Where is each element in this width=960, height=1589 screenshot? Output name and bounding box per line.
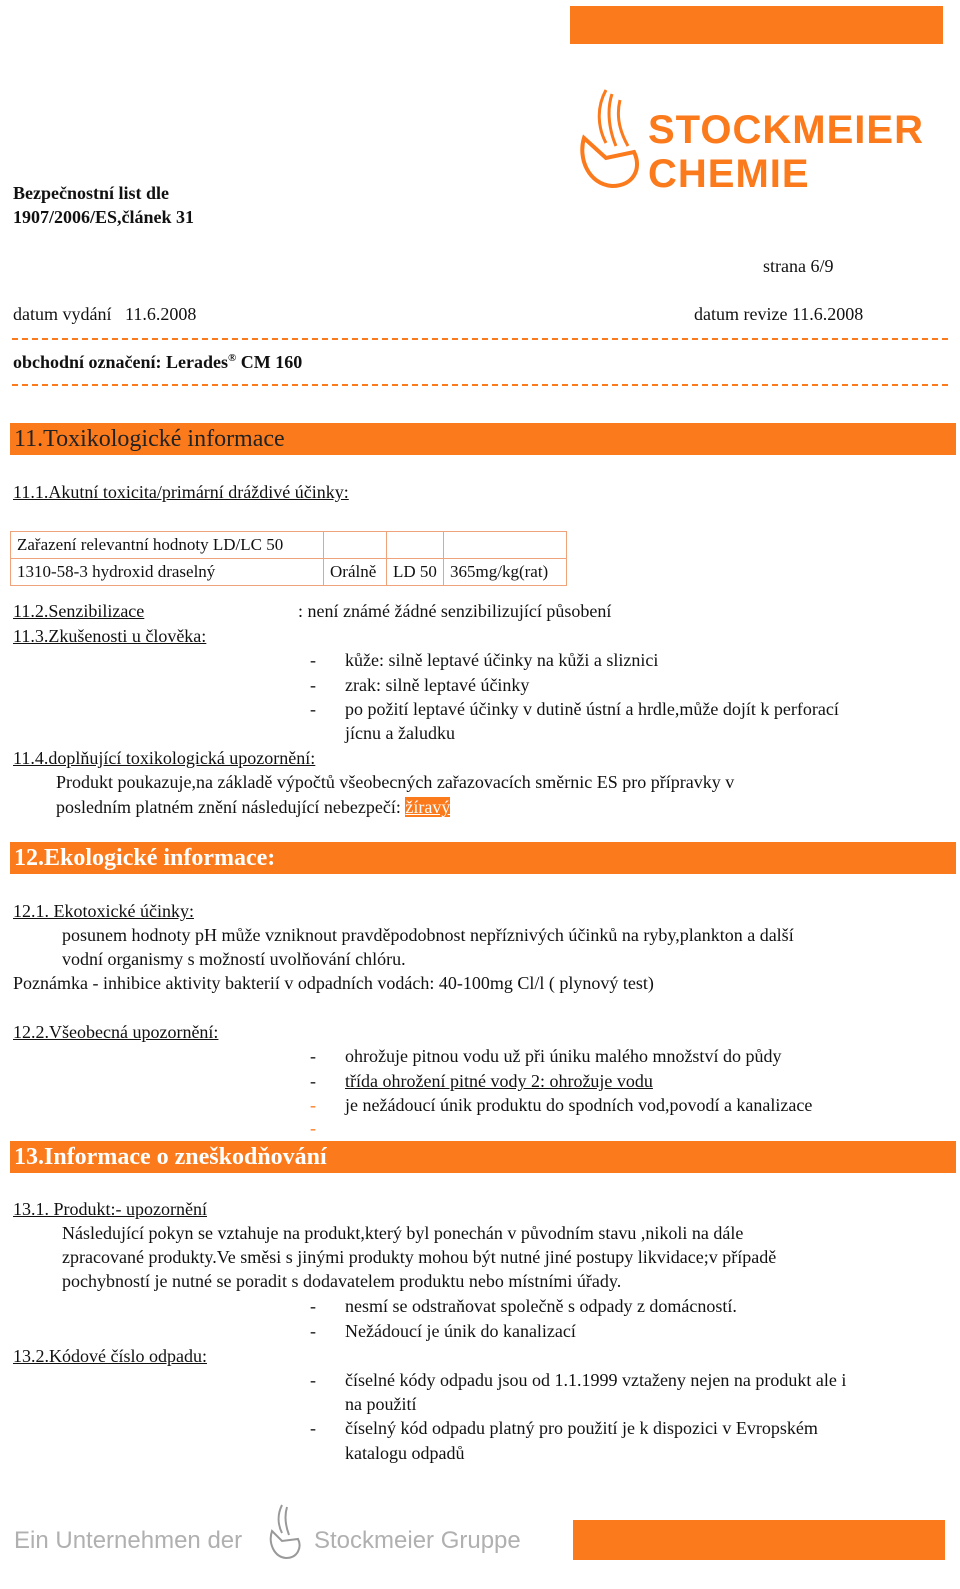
table-cell [324,532,387,559]
list-bullet: - [310,1095,316,1115]
page-number: strana 6/9 [763,256,834,276]
section-12-title: 12.Ekologické informace: [14,845,276,871]
table-cell [444,532,567,559]
table-row [11,532,567,559]
list-item-continued: na použití [345,1394,417,1414]
logo-text-line2: CHEMIE [648,152,810,196]
section-13-1-text2: zpracované produkty.Ve směsi s jinými produkty mohou být nutné jiné postupy likvidace;v případě [62,1247,777,1267]
table-cell: LD 50 [387,559,444,586]
hand-logo-icon [268,1503,304,1561]
revision-date: datum revize 11.6.2008 [694,304,864,324]
list-bullet: - [310,1370,316,1390]
table-cell: Orálně [324,559,387,586]
list-item: třída ohrožení pitné vody 2: ohrožuje vodu [345,1071,653,1091]
table-row [11,559,567,586]
section-13-2-title: 13.2.Kódové číslo odpadu: [13,1346,207,1366]
top-accent-bar [570,6,943,44]
list-bullet: - [310,1418,316,1438]
list-item-continued: katalogu odpadů [345,1443,465,1463]
trade-name [13,352,302,373]
section-12-header [10,842,956,874]
list-bullet: - [310,1071,316,1091]
section-13-1-title: 13.1. Produkt:- upozornění [13,1199,207,1219]
list-bullet: - [310,1046,316,1066]
list-item: nesmí se odstraňovat společně s odpady z domácností. [345,1296,737,1316]
list-bullet: - [310,1118,316,1138]
section-12-1-text1: posunem hodnoty pH může vzniknout pravděpodobnost nepříznivých účinků na ryby,plankton a další [62,925,794,945]
footer-accent-bar [573,1520,945,1560]
divider-top [12,338,948,340]
section-11-header [10,423,956,455]
list-bullet: - [310,650,316,670]
section-12-2-title: 12.2.Všeobecná upozornění: [13,1022,219,1042]
list-item: ohrožuje pitnou vodu už při úniku malého množství do půdy [345,1046,782,1066]
flame-hand-logo-icon [576,88,646,192]
section-12-1-title: 12.1. Ekotoxické účinky: [13,901,194,921]
footer-left-text: Ein Unternehmen der [14,1527,243,1554]
list-bullet: - [310,675,316,695]
table-cell [387,532,444,559]
toxicity-table [10,531,567,586]
list-item: Nežádoucí je únik do kanalizací [345,1321,576,1341]
section-12-note: Poznámka - inhibice aktivity bakterií v odpadních vodách: 40-100mg Cl/l ( plynový test) [13,973,654,993]
list-item: číselný kód odpadu platný pro použití je k dispozici v Evropském [345,1418,818,1438]
table-cell: 365mg/kg(rat) [444,559,567,586]
divider-bottom [12,384,948,386]
trade-name-model: CM 160 [236,352,303,372]
section-11-4-title: 11.4.doplňující toxikologická upozornění: [13,748,316,768]
list-bullet: - [310,699,316,719]
section-13-header [10,1141,956,1173]
section-13-title: 13.Informace o zneškodňování [14,1144,327,1170]
list-item: po požití leptavé účinky v dutině ústní a hrdle,může dojít k perforací [345,699,839,719]
list-item: kůže: silně leptavé účinky na kůži a sliznici [345,650,659,670]
logo-text-line1: STOCKMEIER [648,108,924,152]
company-logo [576,88,946,198]
list-item: zrak: silně leptavé účinky [345,675,530,695]
section-11-1-title: 11.1.Akutní toxicita/primární dráždivé účinky: [13,482,349,502]
section-11-4-text2 [56,797,450,818]
section-11-2-title: 11.2.Senzibilizace [13,601,145,621]
section-11-3-title: 11.3.Zkušenosti u člověka: [13,626,207,646]
issue-date: datum vydání 11.6.2008 [13,304,197,324]
section-11-4-text2-body: posledním platném znění následující nebezpečí: [56,797,401,817]
section-13-1-text3: pochybností je nutné se poradit s dodavatelem produktu nebo místními úřady. [62,1271,622,1291]
section-11-title: 11.Toxikologické informace [14,426,285,452]
document-title-line1: Bezpečnostní list dle [13,183,169,203]
registered-mark: ® [228,352,237,364]
section-13-1-text1: Následující pokyn se vztahuje na produkt,který byl ponechán v původním stavu ,nikoli na dále [62,1223,744,1243]
document-title-line2: 1907/2006/ES,článek 31 [13,207,195,227]
section-12-1-text2: vodní organismy s možností uvolňování chlóru. [62,949,406,969]
list-item: je nežádoucí únik produktu do spodních vod,povodí a kanalizace [345,1095,813,1115]
section-11-4-text1: Produkt poukazuje,na základě výpočtů všeobecných zařazovacích směrnic ES pro přípravky v [56,772,735,792]
section-11-2-value: : není známé žádné senzibilizující působení [298,601,612,621]
footer-right-text: Stockmeier Gruppe [314,1527,521,1554]
list-bullet: - [310,1296,316,1316]
trade-name-label: obchodní označení: Lerades [13,352,229,372]
table-cell: 1310-58-3 hydroxid draselný [11,559,324,586]
list-bullet: - [310,1321,316,1341]
list-item-continued: jícnu a žaludku [345,723,455,743]
table-header-cell: Zařazení relevantní hodnoty LD/LC 50 [11,532,324,559]
hazard-label: žíravý [405,797,451,817]
list-item: číselné kódy odpadu jsou od 1.1.1999 vztaženy nejen na produkt ale i [345,1370,847,1390]
